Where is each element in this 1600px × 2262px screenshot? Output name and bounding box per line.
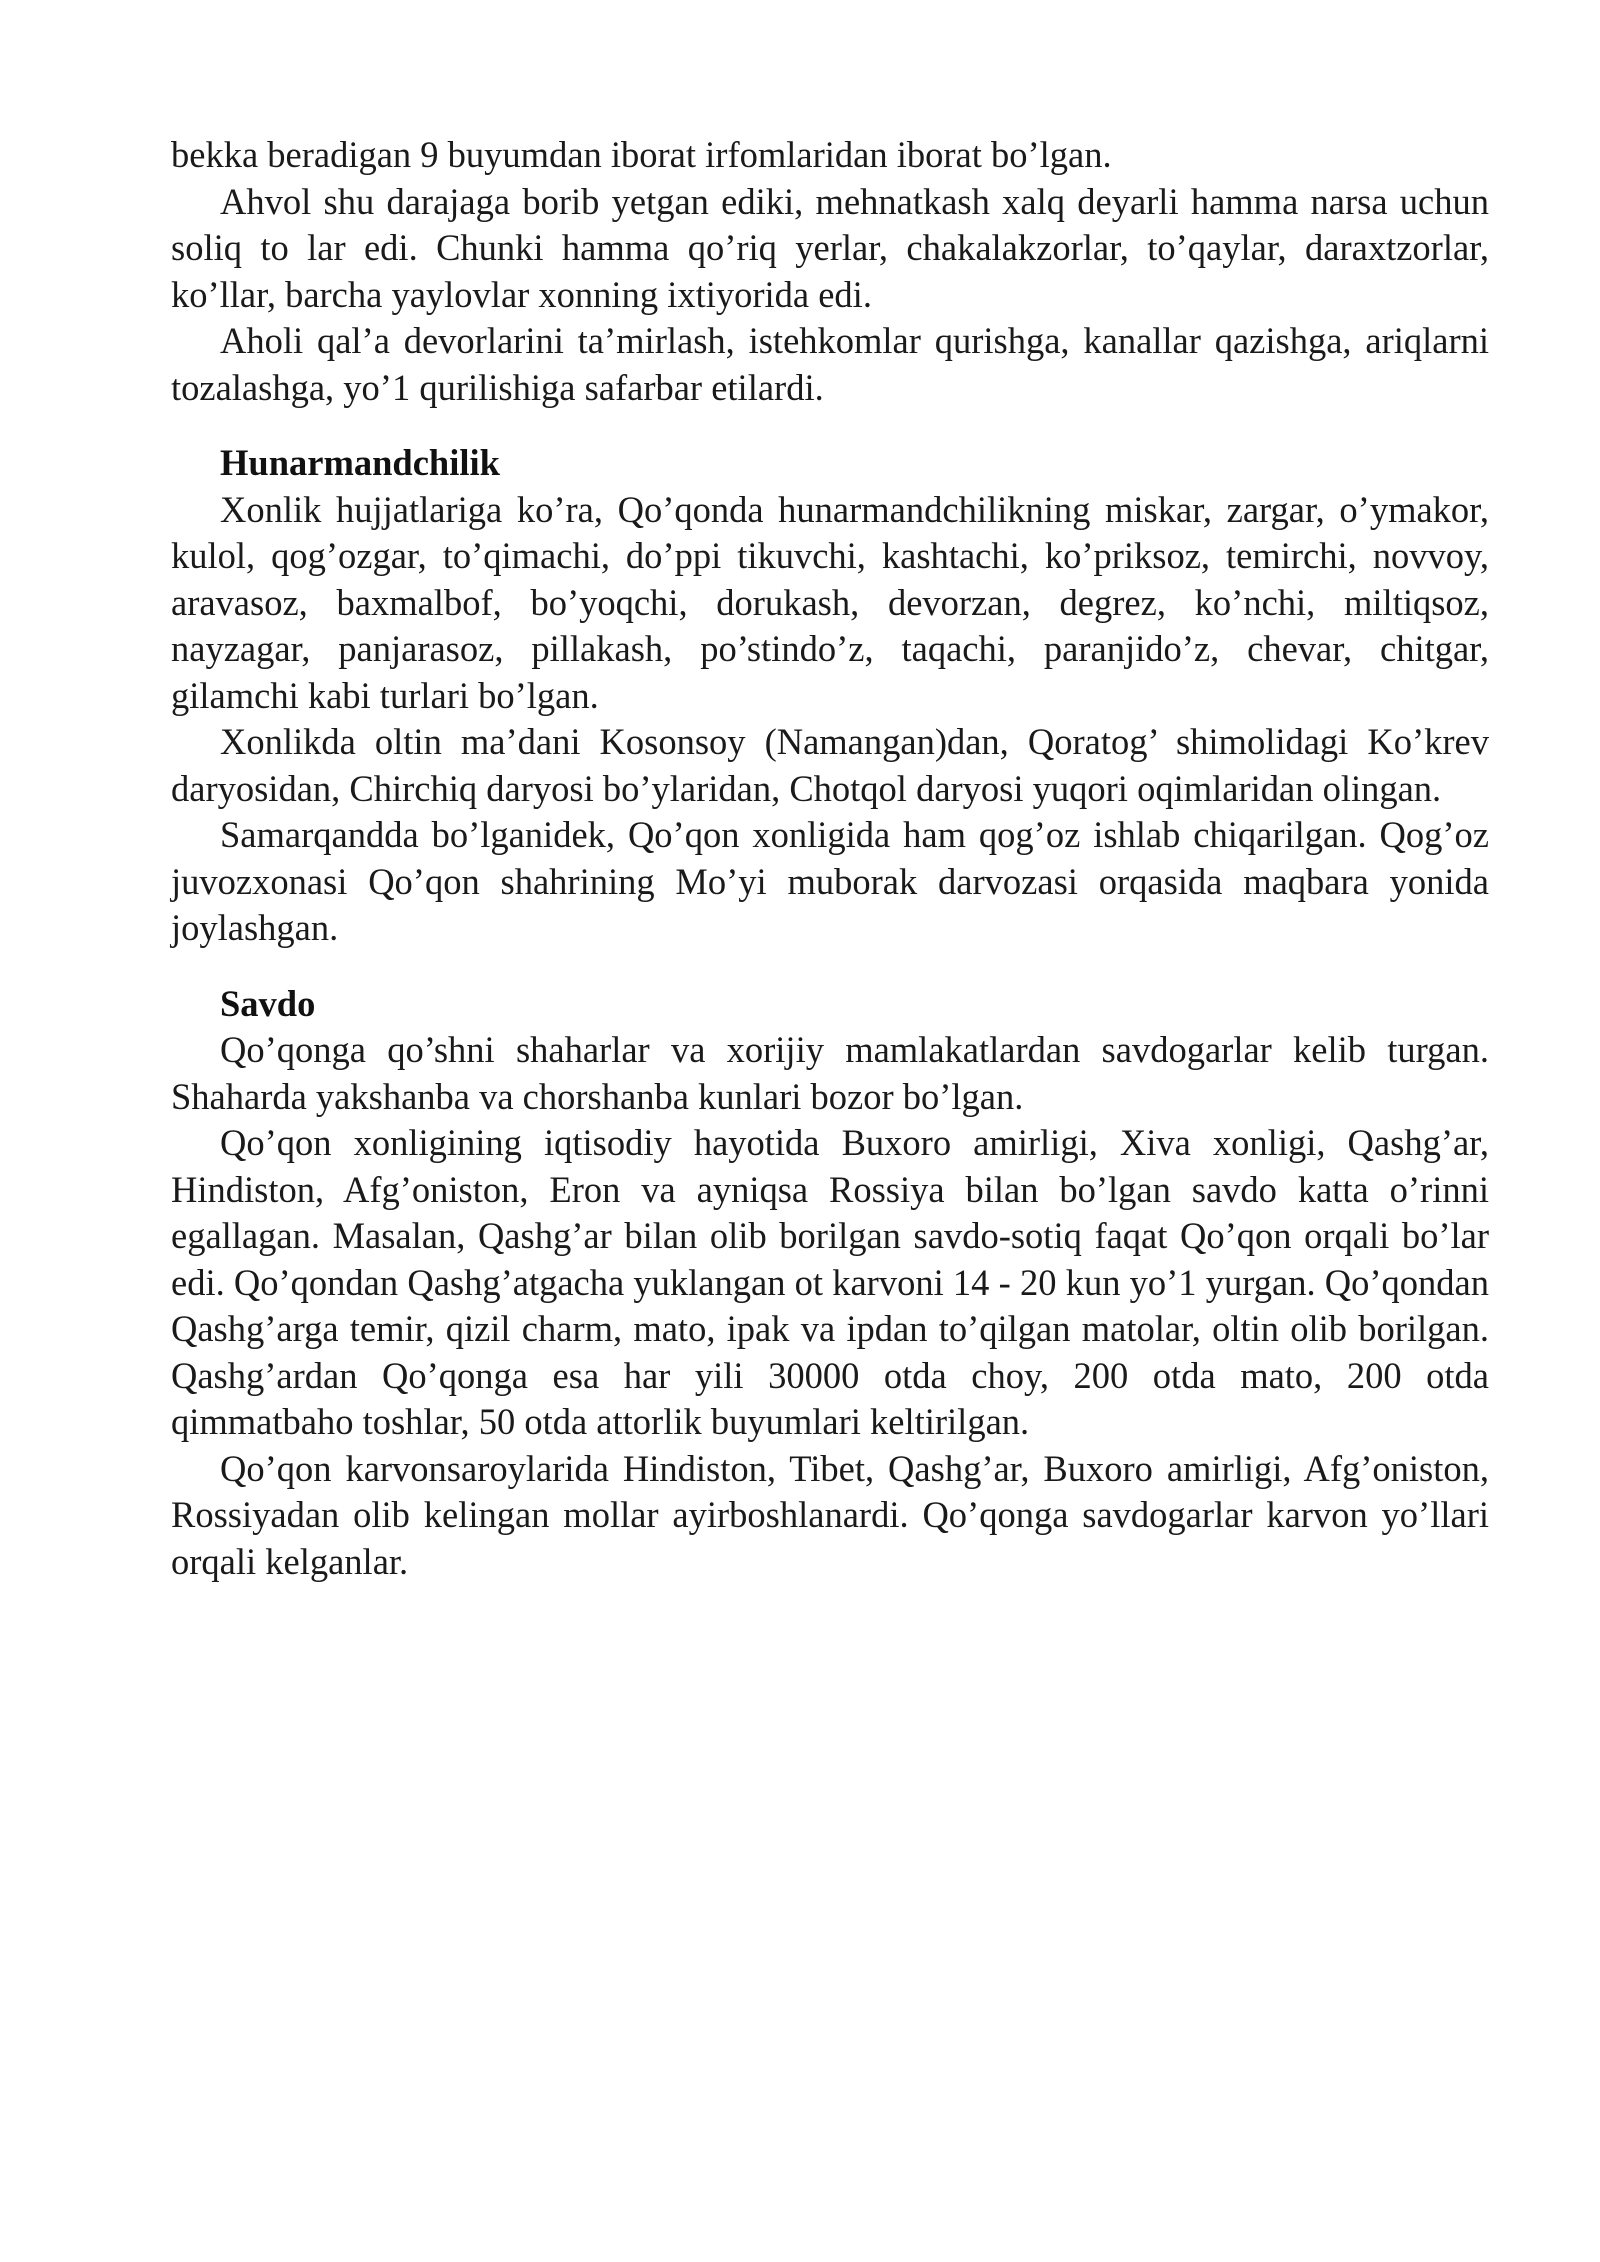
paragraph: Qo’qon xonligining iqtisodiy hayotida Buxoro amirligi, Xiva xonligi, Qashg’ar, Hindiston, Afg’oniston, Eron va ayniqsa Rossiya bilan bo’lgan savdo katta o’rinni egallagan. Masalan, Qashg’ar bilan olib borilgan savdo-sotiq faqat Qo’qon orqali bo’lar edi. Qo’qondan Qashg’atgacha yuklangan ot karvoni 14 - 20 kun yo’1 yurgan. Qo’qondan Qashg’arga temir, qizil charm, mato, ipak va ipdan to’qilgan matolar, oltin olib borilgan. Qashg’ardan Qo’qonga esa har yili 30000 otda choy, 200 otda mato, 200 otda qimmatbaho toshlar, 50 otda attorlik buyumlari keltirilgan. (171, 1122, 1489, 1442)
paragraph: Samarqandda bo’lganidek, Qo’qon xonligida ham qog’oz ishlab chiqarilgan. Qog’oz juvozxonasi Qo’qon shahrining Mo’yi muborak darvozasi orqasida maqbara yonida joylashgan. (171, 814, 1489, 948)
section-heading: Hunarmandchilik (220, 442, 500, 483)
section-heading: Savdo (220, 982, 316, 1024)
paragraph: Qo’qon karvonsaroylarida Hindiston, Tibet, Qashg’ar, Buxoro amirligi, Afg’oniston, Rossiyadan olib kelingan mollar ayirboshlanardi. Qo’qonga savdogarlar karvon yo’llari orqali kelganlar. (171, 1447, 1489, 1582)
paragraph: Aholi qal’a devorlarini ta’mirlash, istehkomlar qurishga, kanallar qazishga, ariqlarni tozalashga, yo’1 qurilishiga safarbar etilardi. (171, 320, 1489, 408)
paragraph: Xonlikda oltin ma’dani Kosonsoy (Namangan)dan, Qoratog’ shimolidagi Ko’krev daryosidan, Chirchiq daryosi bo’ylaridan, Chotqol daryosi yuqori oqimlaridan olingan. (171, 721, 1489, 809)
paragraph: Ahvol shu darajaga borib yetgan ediki, mehnatkash xalq deyarli hamma narsa uchun soliq to lar edi. Chunki hamma qo’riq yerlar, chakalakzorlar, to’qaylar, daraxtzorlar, ko’llar, barcha yaylovlar xonning ixtiyorida edi. (171, 180, 1489, 315)
paragraph: Qo’qonga qo’shni shaharlar va xorijiy mamlakatlardan savdogarlar kelib turgan. Shaharda yakshanba va chorshanba kunlari bozor bo’lgan. (171, 1029, 1489, 1117)
section-hunarmandchilik (171, 440, 1489, 952)
paragraph: Xonlik hujjatlariga ko’ra, Qo’qonda hunarmandchilikning miskar, zargar, o’ymakor, kulol, qog’ozgar, to’qimachi, do’ppi tikuvchi, kashtachi, ko’priksoz, temirchi, novvoy, aravasoz, baxmalbof, bo’yoqchi, dorukash, devorzan, degrez, ko’nchi, miltiqsoz, nayzagar, panjarasoz, pillakash, po’stindo’z, taqachi, paranjido’z, chevar, chitgar, gilamchi kabi turlari bo’lgan. (171, 488, 1489, 716)
paragraph: bekka beradigan 9 buyumdan iborat irfomlaridan iborat bo’lgan. (171, 134, 1112, 175)
section-savdo (171, 981, 1489, 1586)
document-page (171, 132, 1489, 1585)
intro-section (171, 132, 1489, 411)
